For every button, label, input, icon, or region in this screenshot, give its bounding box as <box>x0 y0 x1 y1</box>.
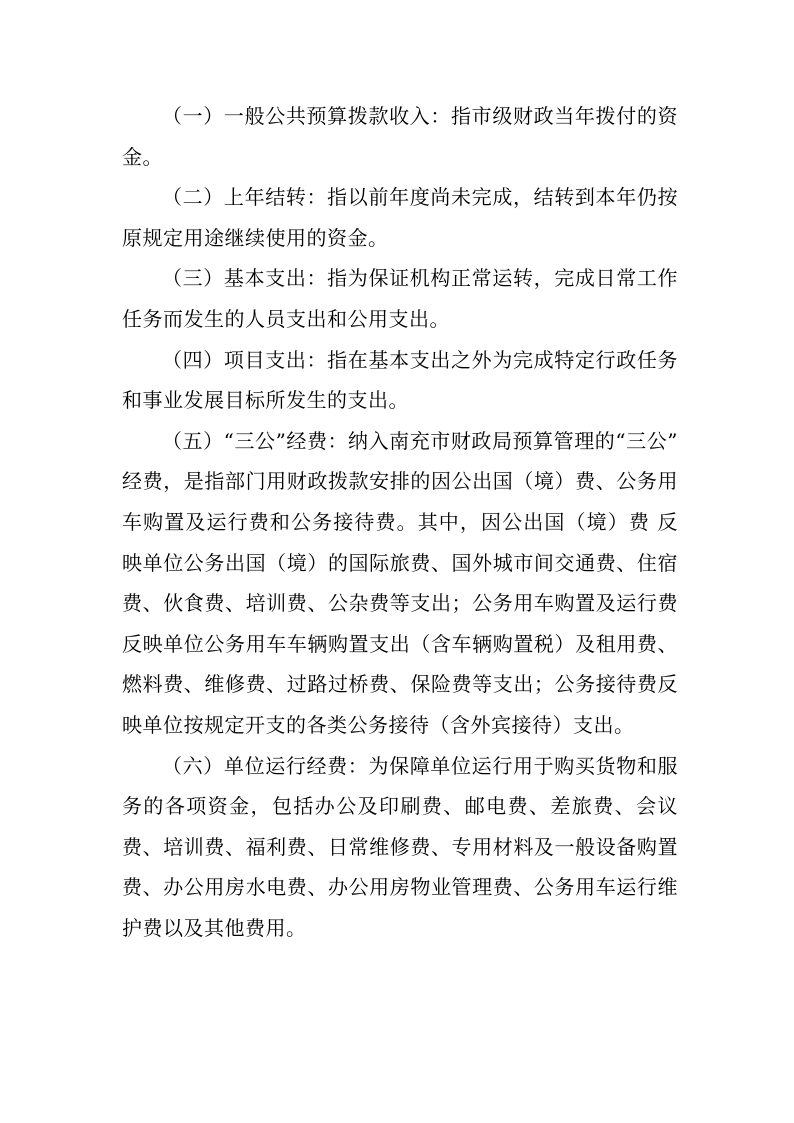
paragraph-operating-expenses: （六）单位运行经费：为保障单位运行用于购买货物和服务的各项资金，包括办公及印刷费、邮电费、差旅费、会议费、培训费、福利费、日常维修费、专用材料及一般设备购置费、办公用房水电费、办公用房物业管理费、公务用车运行维护费以及其他费用。 <box>122 753 678 940</box>
paragraph-three-public-expenses: （五）“三公”经费：纳入南充市财政局预算管理的“三公” 经费，是指部门用财政拨款安排的因公出国（境）费、公务用车购置及运行费和公务接待费。其中，因公出国（境）费 反映单位公务出国（境）的国际旅费、国外城市间交通费、住宿费、伙食费、培训费、公杂费等支出；公务用车购置及运行费反映单位公务用车车辆购置支出（含车辆购置税）及租用费、燃料费、维修费、过路过桥费、保险费等支出；公务接待费反映单位按规定开支的各类公务接待（含外宾接待）支出。 <box>122 428 678 737</box>
paragraph-carryover: （二）上年结转：指以前年度尚未完成，结转到本年仍按原规定用途继续使用的资金。 <box>122 185 678 250</box>
paragraph-basic-expenditure: （三）基本支出：指为保证机构正常运转，完成日常工作任务而发生的人员支出和公用支出。 <box>122 266 678 331</box>
document-body <box>122 96 678 948</box>
paragraph-project-expenditure: （四）项目支出：指在基本支出之外为完成特定行政任务和事业发展目标所发生的支出。 <box>122 347 678 413</box>
paragraph-general-budget-income: （一）一般公共预算拨款收入：指市级财政当年拨付的资金。 <box>122 104 678 169</box>
